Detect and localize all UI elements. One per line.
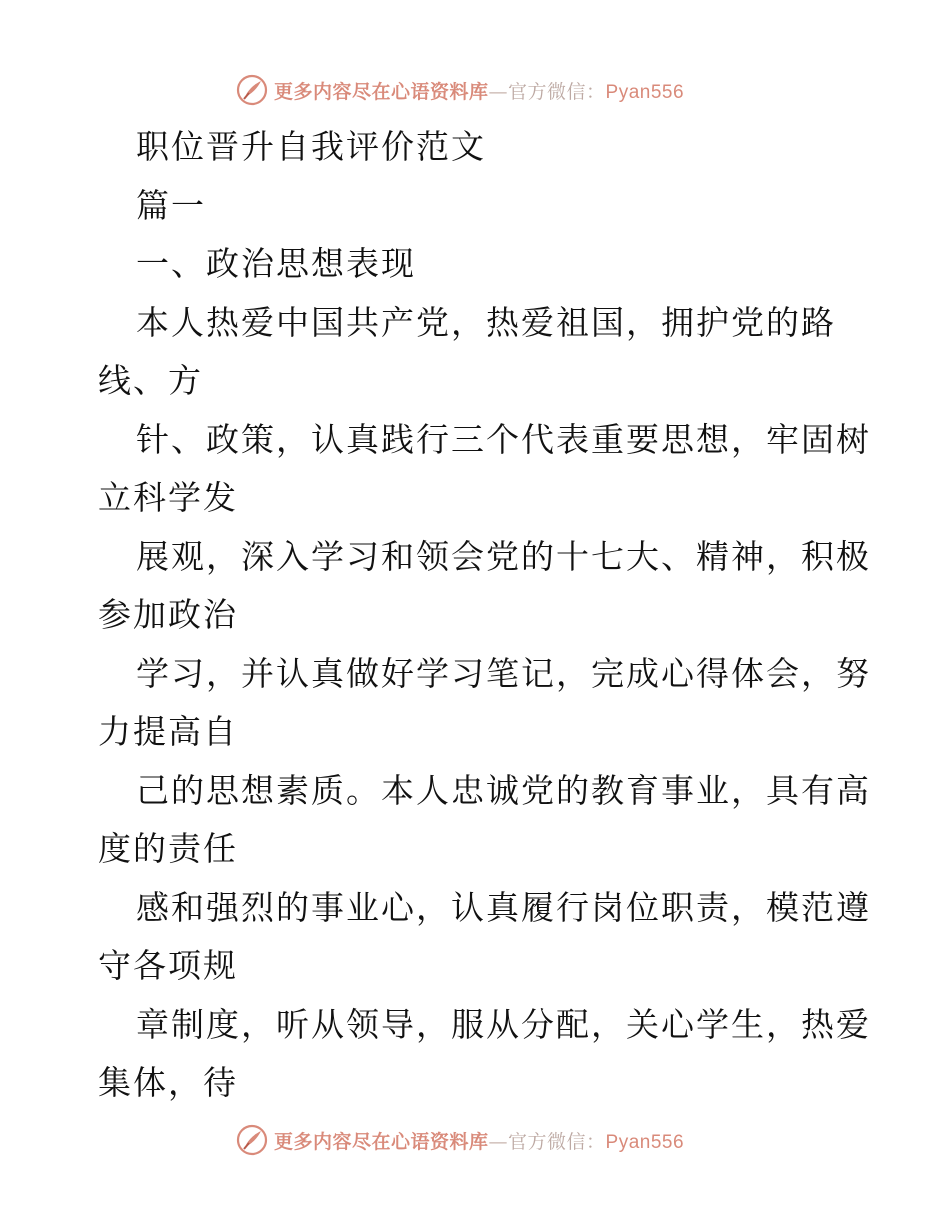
paragraph-line: 展观，深入学习和领会党的十七大、精神，积极 xyxy=(136,536,871,576)
section-label: 篇一 xyxy=(136,185,206,225)
watermark-wechat-label: 官方微信： xyxy=(508,80,606,103)
document-title: 职位晋升自我评价范文 xyxy=(136,127,486,166)
paragraph-line: 章制度，听从领导，服从分配，关心学生，热爱 xyxy=(136,1004,871,1044)
quill-logo-icon xyxy=(236,74,268,106)
paragraph-line: 线、方 xyxy=(98,361,203,400)
watermark-wechat-id: Pyan556 xyxy=(605,1131,685,1153)
paragraph-line: 感和强烈的事业心，认真履行岗位职责，模范遵 xyxy=(136,887,871,927)
paragraph-line: 参加政治 xyxy=(98,595,238,634)
paragraph-line: 集体，待 xyxy=(98,1063,238,1102)
paragraph-line: 己的思想素质。本人忠诚党的教育事业，具有高 xyxy=(136,770,871,810)
paragraph-line: 度的责任 xyxy=(98,829,238,868)
section-heading: 一、政治思想表现 xyxy=(136,244,416,283)
paragraph-line: 针、政策，认真践行三个代表重要思想，牢固树 xyxy=(136,419,871,459)
paragraph-line: 学习，并认真做好学习笔记，完成心得体会，努 xyxy=(136,653,871,693)
watermark-dash: — xyxy=(488,80,509,103)
watermark-wechat-id: Pyan556 xyxy=(605,81,685,103)
paragraph-line: 守各项规 xyxy=(98,946,238,985)
watermark-banner-top xyxy=(236,72,684,108)
watermark-brand: 更多内容尽在心语资料库 xyxy=(274,80,489,103)
paragraph-line: 立科学发 xyxy=(98,478,238,517)
paragraph-line: 本人热爱中国共产党，热爱祖国，拥护党的路 xyxy=(136,302,836,342)
watermark-wechat-label: 官方微信： xyxy=(508,1130,606,1153)
watermark-dash: — xyxy=(488,1130,509,1153)
document-body xyxy=(98,118,871,1113)
watermark-banner-bottom xyxy=(236,1122,684,1158)
watermark-brand: 更多内容尽在心语资料库 xyxy=(274,1130,489,1153)
paragraph-line: 力提高自 xyxy=(98,712,238,751)
quill-logo-icon xyxy=(236,1124,268,1156)
